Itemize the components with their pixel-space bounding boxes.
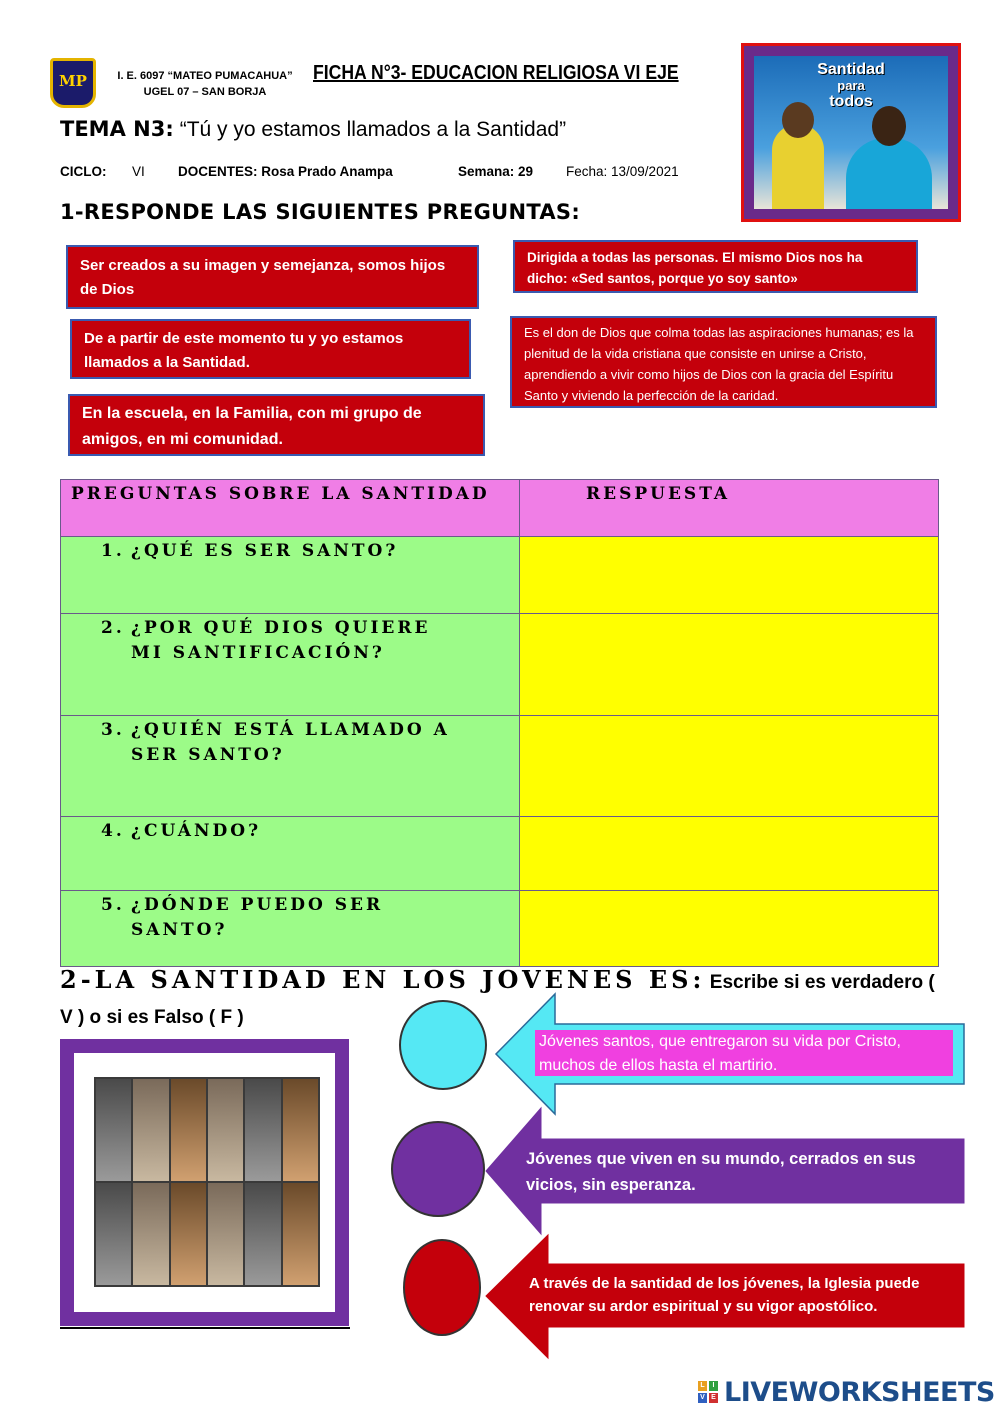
table-header-questions: PREGUNTAS SOBRE LA SANTIDAD [61,480,520,537]
section1-heading: 1-RESPONDE LAS SIGUIENTES PREGUNTAS: [60,200,581,224]
question-number: 4. [101,821,125,841]
school-name: I. E. 6097 “MATEO PUMACAHUA” [117,70,293,82]
school-logo: MP [50,58,96,108]
answer-circle-1[interactable] [399,1000,487,1090]
question-text: ¿CUÁNDO? [131,821,262,841]
date: Fecha: 13/09/2021 [566,164,679,179]
answer-circle-2[interactable] [391,1121,485,1217]
week: Semana: 29 [458,164,534,179]
question-text: ¿POR QUÉ DIOS QUIERE MI SANTIFICACIÓN? [131,618,431,663]
answer-option[interactable]: De a partir de este momento tu y yo estamos llamados a la Santidad. [70,319,471,379]
poster-title-line3: todos [829,93,873,110]
poster-title-line2: para [837,78,865,93]
question-text: ¿DÓNDE PUEDO SER SANTO? [131,895,384,940]
icon-letter: L [698,1381,707,1391]
teachers: DOCENTES: Rosa Prado Anampa [178,164,393,179]
poster-title-line1: Santidad [817,61,885,78]
question-number: 5. [101,895,125,915]
topic-label: TEMA N3: [60,117,174,141]
statement-2: Jóvenes que viven en su mundo, cerrados en sus vicios, sin esperanza. [526,1150,916,1194]
statement-1: Jóvenes santos, que entregaron su vida por Cristo, muchos de ellos hasta el martirio. [535,1030,953,1076]
question-text: ¿QUIÉN ESTÁ LLAMADO A SER SANTO? [131,720,450,765]
answer-circle-3[interactable] [403,1239,481,1336]
answer-option[interactable]: Ser creados a su imagen y semejanza, somos hijos de Dios [66,245,479,309]
answer-option[interactable]: Dirigida a todas las personas. El mismo Dios nos ha dicho: «Sed santos, porque yo soy santo» [513,240,918,293]
topic-text: “Tú y yo estamos llamados a la Santidad” [179,118,567,141]
statement-3: A través de la santidad de los jóvenes, la Iglesia puede renovar su ardor espiritual y su vigor apostólico. [529,1275,920,1315]
question-text: ¿QUÉ ES SER SANTO? [131,541,399,561]
liveworksheets-brand: LIVEWORKSHEETS [724,1377,995,1408]
section2-instruction: Escribe si es verdadero ( V ) o si es Falso ( F ) [60,972,935,1028]
liveworksheets-icon [698,1381,720,1405]
icon-letter: E [709,1393,718,1403]
answer-option[interactable]: Es el don de Dios que colma todas las aspiraciones humanas; es la plenitud de la vida cristiana que consiste en unirse a Cristo, aprendiendo a vivir como hijos de Dios con la gracia del Espíritu Santo y viviendo la perfección de la caridad. [510,316,937,408]
table-header-answers: RESPUESTA [520,480,939,537]
school-ugel: UGEL 07 – SAN BORJA [143,86,267,98]
ciclo-label: CICLO: [60,164,107,179]
icon-letter: I [709,1381,718,1391]
worksheet-title: FICHA N°3- EDUCACION RELIGIOSA VI EJE [313,62,679,84]
question-number: 1. [101,541,125,561]
section2-title: 2-LA SANTIDAD EN LOS JOVENES ES: [60,965,706,994]
ciclo-value: VI [132,164,145,179]
icon-letter: V [698,1393,707,1403]
answer-option[interactable]: En la escuela, en la Familia, con mi grupo de amigos, en mi comunidad. [68,394,485,456]
question-number: 3. [101,720,125,740]
question-number: 2. [101,618,125,638]
